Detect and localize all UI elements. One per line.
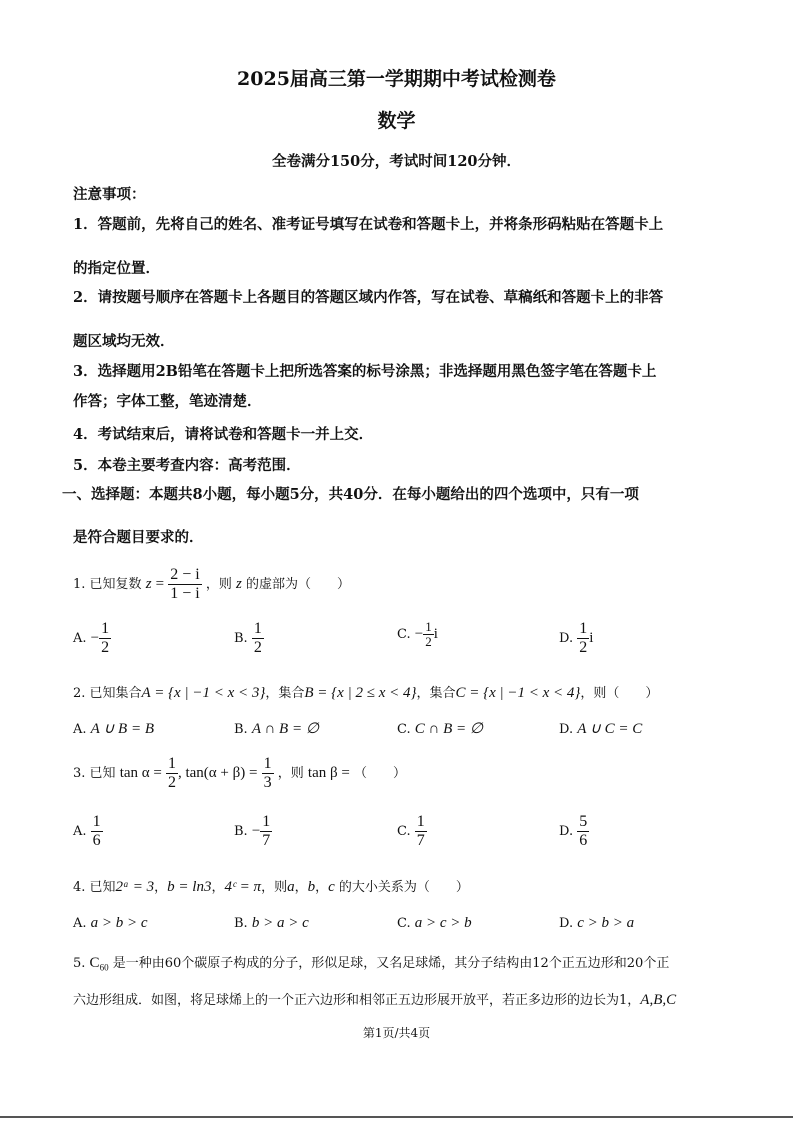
- q1-option-d[interactable]: [559, 620, 593, 657]
- q4-s4: ，: [294, 880, 308, 895]
- q3-option-d[interactable]: [559, 813, 589, 850]
- exam-info: 全卷满分150分，考试时间120分钟．: [271, 153, 522, 170]
- q3-c-label: C.: [397, 824, 411, 839]
- q3-option-a[interactable]: [73, 813, 103, 850]
- q1-c-tail: i: [433, 626, 438, 642]
- q3-d-num: 5: [579, 813, 588, 830]
- q4-a-expr: a > b > c: [90, 915, 148, 931]
- q3-frac-2: [262, 755, 274, 792]
- q3-prefix: 3. 已知: [73, 766, 116, 781]
- q5-points: A,B,C: [640, 992, 677, 1008]
- q3-d2: 3: [263, 774, 272, 791]
- q4-s1: ，: [154, 880, 168, 895]
- q1-option-a[interactable]: [73, 620, 111, 657]
- q2-option-b[interactable]: [234, 719, 319, 738]
- q4-v3: c: [328, 879, 335, 895]
- q3-b-frac: [260, 813, 272, 850]
- notice-3-line-1: 3．选择题用2B铅笔在答题卡上把所选答案的标号涂黑；非选择题用黑色签字笔在答题卡上: [73, 363, 657, 380]
- q4-c-expr: a > c > b: [414, 915, 472, 931]
- q5-molecule: C: [89, 955, 100, 971]
- q3-c-den: 7: [416, 832, 425, 849]
- q3-suffix: （ ）: [353, 766, 406, 781]
- q4-option-c[interactable]: [397, 915, 472, 932]
- q3-tan-sum: , tan(α + β) =: [177, 765, 258, 781]
- notice-heading: 注意事项：: [73, 186, 146, 203]
- q1-d-den: 2: [579, 639, 588, 656]
- notice-5: 5．本卷主要考查内容：高考范围．: [73, 457, 301, 474]
- q2-p2: ，集合: [265, 686, 305, 701]
- q5-molecule-sub: 60: [99, 962, 109, 973]
- q1-b-frac: [252, 620, 264, 657]
- q4-s3: ，则: [261, 880, 288, 895]
- q3-b-den: 7: [262, 832, 271, 849]
- q3-a-num: 1: [92, 813, 101, 830]
- q1-d-frac: [577, 620, 589, 657]
- q3-b-sign: −: [251, 823, 261, 839]
- q4-e3: 4ᶜ = π: [224, 879, 262, 895]
- q2-p3: ，集合: [416, 686, 456, 701]
- q1-c-den: 2: [425, 634, 432, 649]
- q4-option-b[interactable]: [234, 915, 309, 932]
- section-1-line-2: 是符合题目要求的．: [73, 529, 204, 546]
- q1-fraction: [168, 566, 201, 603]
- q1-c-label: C.: [397, 627, 411, 642]
- q1-num: 2 − i: [170, 566, 200, 583]
- question-5-line-1: [73, 952, 669, 973]
- q3-a-frac: [91, 813, 103, 850]
- q4-suffix: 的大小关系为（ ）: [334, 880, 469, 895]
- q3-option-c[interactable]: [397, 813, 427, 850]
- q1-den: 1 − i: [170, 585, 200, 602]
- question-1: [73, 566, 350, 603]
- q3-d-label: D.: [559, 824, 574, 839]
- q4-v1: a: [287, 879, 295, 895]
- q1-mid: ，则: [205, 577, 232, 592]
- q4-d-expr: c > b > a: [577, 915, 635, 931]
- notice-1-line-1: 1．答题前，先将自己的姓名、准考证号填写在试卷和答题卡上，并将条形码粘贴在答题卡上: [73, 216, 664, 233]
- exam-title: 2025届高三第一学期期中考试检测卷: [237, 68, 556, 90]
- section-1-line-1: 一、选择题：本题共8小题，每小题5分，共40分．在每小题给出的四个选项中，只有一项: [62, 486, 639, 503]
- q4-d-label: D.: [559, 916, 574, 931]
- q4-option-a[interactable]: [73, 915, 148, 932]
- q1-a-den: 2: [101, 639, 110, 656]
- question-4: [73, 876, 469, 896]
- q2-a-label: A.: [73, 722, 87, 737]
- notice-2-line-2: 题区域均无效．: [73, 333, 175, 350]
- q3-tan-alpha: tan α =: [119, 765, 162, 781]
- q3-b-num: 1: [262, 813, 271, 830]
- q3-n1: 1: [167, 755, 176, 772]
- q3-d1: 2: [167, 774, 176, 791]
- notice-4: 4．考试结束后，请将试卷和答题卡一并上交．: [73, 426, 374, 443]
- q3-a-label: A.: [73, 824, 87, 839]
- q2-option-d[interactable]: [559, 719, 642, 738]
- q4-b-expr: b > a > c: [251, 915, 309, 931]
- q2-set-c: C = {x | −1 < x < 4}: [455, 685, 581, 701]
- subject-title: 数学: [377, 110, 416, 132]
- notice-3-line-2: 作答；字体工整，笔迹清楚．: [73, 393, 262, 410]
- q1-c-frac: [423, 620, 434, 649]
- q4-a-label: A.: [73, 916, 87, 931]
- q4-s5: ，: [315, 880, 329, 895]
- q1-z: z: [145, 576, 152, 592]
- q3-c-num: 1: [416, 813, 425, 830]
- q1-d-label: D.: [559, 631, 574, 646]
- q2-option-c[interactable]: [397, 719, 483, 738]
- q1-d-num: 1: [579, 620, 588, 637]
- q4-c-label: C.: [397, 916, 411, 931]
- question-2: [73, 682, 658, 702]
- q1-d-tail: i: [589, 630, 594, 646]
- notice-2-line-1: 2．请按题号顺序在答题卡上各题目的答题区域内作答，写在试卷、草稿纸和答题卡上的非答: [73, 289, 664, 306]
- q3-a-den: 6: [92, 832, 101, 849]
- q1-a-num: 1: [101, 620, 110, 637]
- q5-prefix: 5.: [73, 956, 90, 971]
- q4-v2: b: [307, 879, 316, 895]
- q1-a-frac: [99, 620, 111, 657]
- q2-p4: ，则（ ）: [580, 686, 659, 701]
- q5-line-2-text: 六边形组成．如图，将足球烯上的一个正六边形和相邻正五边形展开放平，若正多边形的边长为1，: [73, 993, 641, 1008]
- q2-set-b: B = {x | 2 ≤ x < 4}: [304, 685, 417, 701]
- q1-a-label: A.: [73, 631, 87, 646]
- q1-option-b[interactable]: [234, 620, 264, 657]
- bottom-border: [0, 1116, 793, 1118]
- q4-prefix: 4. 已知: [73, 880, 116, 895]
- q1-b-label: B.: [234, 631, 248, 646]
- q1-a-sign: −: [90, 630, 100, 646]
- q3-c-frac: [415, 813, 427, 850]
- q2-b-expr: A ∩ B = ∅: [251, 721, 319, 737]
- q3-d-den: 6: [579, 832, 588, 849]
- q2-d-expr: A ∪ C = C: [577, 721, 643, 737]
- q4-e1: 2ᵃ = 3: [115, 879, 155, 895]
- q3-tan-beta: tan β =: [307, 765, 350, 781]
- page-footer: 第1页/共4页: [362, 1026, 431, 1040]
- notice-1-line-2: 的指定位置．: [73, 260, 160, 277]
- q1-z2: z: [236, 576, 242, 592]
- q4-s2: ，: [211, 880, 225, 895]
- q2-c-label: C.: [397, 722, 411, 737]
- q2-b-label: B.: [234, 722, 248, 737]
- q5-line-1-text: 是一种由60个碳原子构成的分子，形似足球，又名足球烯，其分子结构由12个正五边形和20个正: [108, 956, 670, 971]
- q2-a-expr: A ∪ B = B: [90, 721, 154, 737]
- q1-b-den: 2: [253, 639, 262, 656]
- q3-n2: 1: [263, 755, 272, 772]
- q1-b-num: 1: [253, 620, 262, 637]
- q4-option-d[interactable]: [559, 915, 634, 932]
- q1-prefix: 1. 已知复数: [73, 577, 142, 592]
- q3-frac-1: [166, 755, 178, 792]
- q1-c-num: 1: [425, 619, 432, 634]
- q4-e2: b = ln3: [167, 879, 212, 895]
- q3-mid: ，则: [277, 766, 304, 781]
- q4-b-label: B.: [234, 916, 248, 931]
- q1-suffix: 的虚部为（ ）: [246, 577, 351, 592]
- question-5-line-2: [73, 989, 676, 1009]
- q1-c-sign: −: [414, 626, 424, 642]
- q3-option-b[interactable]: [234, 813, 272, 850]
- q3-d-frac: [577, 813, 589, 850]
- q3-b-label: B.: [234, 824, 248, 839]
- q2-p1: 2. 已知集合: [73, 686, 142, 701]
- q1-eq: =: [155, 576, 165, 592]
- q2-set-a: A = {x | −1 < x < 3}: [141, 685, 266, 701]
- q1-option-c[interactable]: [397, 620, 438, 649]
- q2-d-label: D.: [559, 722, 574, 737]
- question-3: [73, 755, 406, 792]
- q2-option-a[interactable]: [73, 719, 154, 738]
- q2-c-expr: C ∩ B = ∅: [414, 721, 483, 737]
